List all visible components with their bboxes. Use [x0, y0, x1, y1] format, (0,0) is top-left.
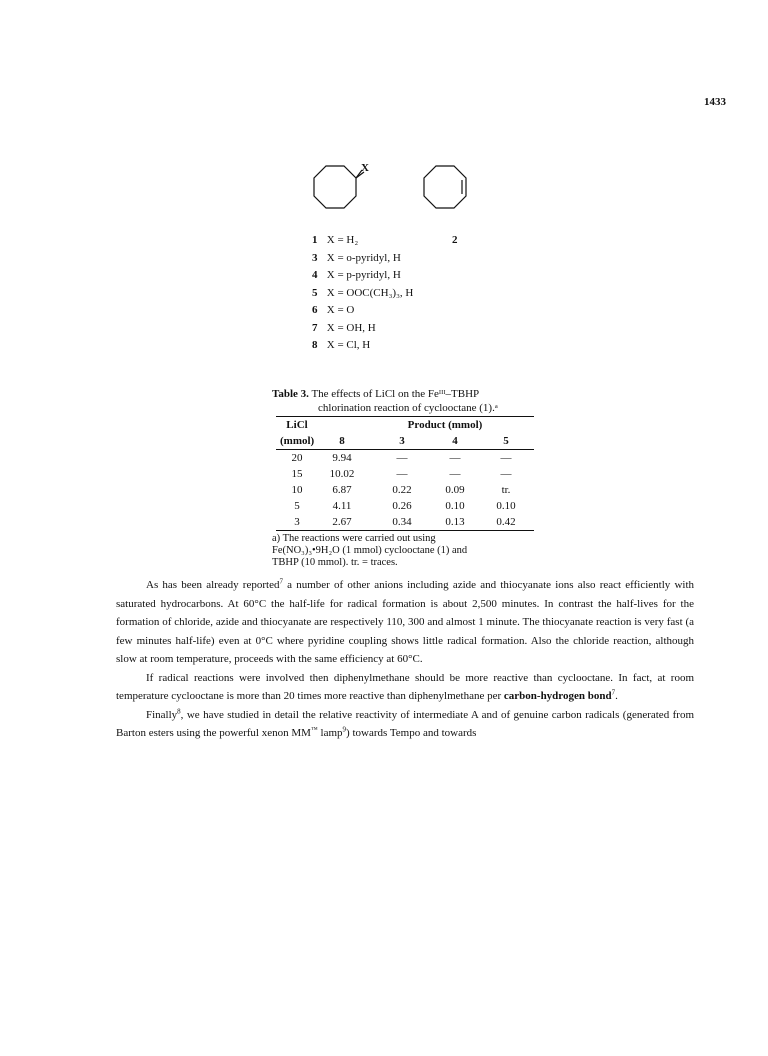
cell-product-8: 9.94: [332, 452, 352, 464]
compound-definition: X = Cl, H: [326, 339, 371, 351]
page-number: 1433: [704, 96, 726, 108]
cell-licl-mmol: 3: [294, 516, 300, 528]
paragraph-text: As has been already reported: [146, 579, 280, 591]
header-mmol: (mmol): [280, 435, 315, 447]
compound-number: 3: [312, 251, 318, 264]
compound-number: 5: [312, 286, 318, 299]
compound-row: [312, 337, 413, 355]
table-bottom-rule: [276, 530, 534, 531]
header-product: Product (mmol): [407, 419, 483, 431]
cell-licl-mmol: 20: [291, 452, 303, 464]
table-row: [272, 498, 534, 514]
compound-row: [312, 232, 458, 250]
cell-product-8: 10.02: [329, 468, 355, 480]
footnote-line: a) The reactions were carried out using: [272, 533, 436, 544]
header-product-4: 4: [452, 435, 458, 447]
cell-product-4: 0.10: [445, 500, 465, 512]
trademark-superscript: ™: [310, 725, 318, 734]
table-row: [272, 466, 534, 482]
table-3: [272, 387, 534, 569]
header-licl: LiCl: [286, 419, 308, 431]
table-row: [272, 450, 534, 466]
cell-licl-mmol: 15: [291, 468, 303, 480]
reference-superscript: 8: [177, 706, 181, 715]
header-product-3: 3: [399, 435, 405, 447]
compound-row: [312, 285, 413, 303]
table-body: [272, 450, 534, 530]
cell-product-4: —: [449, 468, 461, 480]
table-header-row-1: [272, 417, 534, 433]
compound-definition: X = OOC(CH₃)₃, H: [326, 286, 414, 299]
paragraph-text: , we have studied in detail the relative reactivity of intermediate A and of genuine carbon radicals (generated from Barton esters using the powerful xenon MM: [116, 708, 694, 739]
cell-product-4: 0.13: [445, 516, 465, 528]
table-footnote: [272, 533, 534, 569]
compound-definition: X = o-pyridyl, H: [326, 251, 401, 264]
cell-product-3: 0.34: [392, 516, 412, 528]
header-product-5: 5: [503, 435, 509, 447]
compound-definition: X = H₂: [326, 234, 359, 246]
compound-list: [312, 232, 458, 355]
paragraph-1: [116, 576, 694, 669]
cell-product-8: 4.11: [332, 500, 352, 512]
reference-superscript: 7: [611, 688, 616, 697]
compound-definition: X = OH, H: [326, 321, 376, 334]
header-product-8: 8: [339, 435, 345, 447]
cell-product-4: —: [449, 452, 461, 464]
compound-number: 1: [312, 234, 318, 246]
paragraph-2: [116, 669, 694, 706]
cell-product-4: 0.09: [445, 484, 465, 496]
paragraph-text: lamp: [317, 727, 343, 739]
cell-licl-mmol: 10: [291, 484, 303, 496]
footnote-line: Fe(NO₃)₃•9H₂O (1 mmol) cyclooctane (1) and: [272, 545, 468, 556]
table-caption-line1: The effects of LiCl on the Feᴵᴵᴵ–TBHP: [308, 388, 480, 400]
cell-licl-mmol: 5: [294, 500, 300, 512]
table-caption-lead: Table 3.: [272, 388, 309, 400]
cell-product-5: —: [500, 468, 512, 480]
substituent-x-label: X: [361, 162, 369, 174]
cell-product-3: —: [396, 468, 408, 480]
cell-product-5: —: [500, 452, 512, 464]
body-text: [116, 576, 694, 743]
table-caption: [272, 387, 534, 415]
reference-superscript: 9: [342, 725, 347, 734]
cell-product-3: 0.22: [392, 484, 412, 496]
chemical-structures: [300, 160, 480, 230]
paragraph-3: [116, 706, 694, 743]
compound-row: [312, 302, 413, 320]
compound-number: 6: [312, 304, 318, 316]
compound-definition: X = O: [326, 304, 355, 316]
cyclooctane-structures-svg: [300, 160, 480, 230]
paragraph-bold-text: carbon-hydrogen bond: [503, 690, 612, 702]
table-caption-line2: chlorination reaction of cyclooctane (1).ᵃ: [318, 402, 498, 414]
paragraph-text: Finally: [146, 708, 178, 721]
footnote-line: TBHP (10 mmol). tr. = traces.: [272, 557, 398, 568]
compound-two-label: 2: [452, 234, 458, 246]
table-row: [272, 514, 534, 530]
table-header-row-2: [276, 433, 534, 450]
table-row: [272, 482, 534, 498]
compound-number: 4: [312, 269, 318, 281]
paragraph-text: a number of other anions including azide and thiocyanate ions also react efficiently with saturated hydrocarbons. At 60°C the half-life for radical formation is about 2,500 minutes. In contrast the half-lives for the formation of chloride, azide and thiocyanate are respectively 110, 300 and almost 1 minute. The thiocyanate reaction is very fast (a few minutes half-life) even at 0°C where pyridine coupling shows little radical formation. Also the chloride reaction, although slow at room temperature, proceeds with the same efficiency at 60°C.: [116, 579, 695, 665]
paragraph-text: .: [615, 690, 618, 702]
cyclooctane-ring-1: [314, 166, 364, 208]
compound-number: 8: [312, 339, 318, 351]
compound-row: [312, 267, 413, 285]
cell-product-8: 6.87: [332, 484, 352, 496]
paragraph-text: ) towards Tempo and towards: [346, 727, 477, 739]
cell-product-5: tr.: [501, 484, 511, 496]
cyclooctene-ring-2: [424, 166, 466, 208]
paragraph-text: If radical reactions were involved then diphenylmethane should be more reactive than cyclooctane. In fact, at room temperature cyclooctane is more than 20 times more reactive than diphenylmethane per: [116, 671, 694, 702]
compound-row: [312, 250, 413, 268]
compound-number: 7: [312, 321, 318, 334]
reference-superscript: 7: [279, 577, 283, 586]
cell-product-8: 2.67: [332, 516, 352, 528]
compound-row: [312, 320, 413, 338]
cell-product-5: 0.42: [496, 516, 516, 528]
cell-product-3: 0.26: [392, 500, 412, 512]
compound-definition: X = p-pyridyl, H: [326, 269, 401, 281]
cell-product-3: —: [396, 452, 408, 464]
cell-product-5: 0.10: [496, 500, 516, 512]
